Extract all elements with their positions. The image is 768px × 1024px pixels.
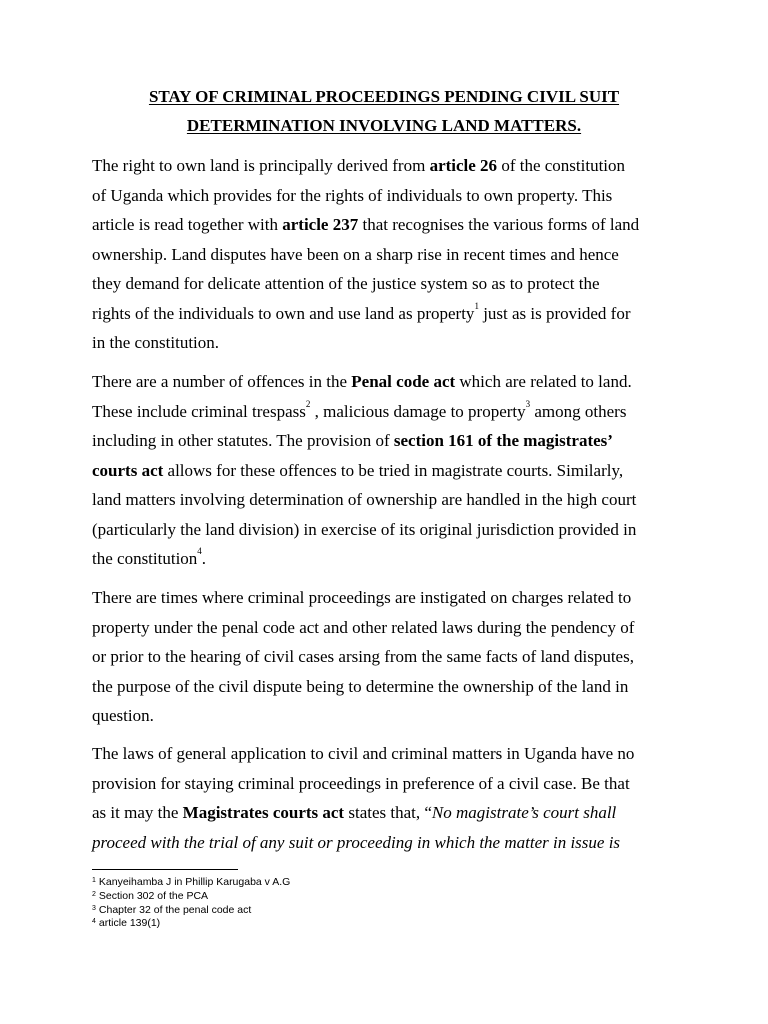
- footnote-number: 1: [92, 877, 96, 884]
- paragraph-line: including in other statutes. The provision of section 161 of the magistrates’: [92, 431, 613, 450]
- paragraph-line: land matters involving determination of ownership are handled in the high court: [92, 490, 637, 509]
- bold-reference: courts act: [92, 460, 164, 480]
- paragraph-2: [92, 367, 682, 574]
- paragraph-line: they demand for delicate attention of the justice system so as to protect the: [92, 274, 600, 293]
- paragraph-line: rights of the individuals to own and use land as property$^1$ just as is provided for: [92, 300, 631, 323]
- footnote-text: Kanyeihamba J in Phillip Karugaba v A.G: [98, 876, 291, 888]
- bold-reference: article 26: [429, 156, 498, 175]
- footnote-number: 4: [92, 918, 96, 926]
- footnote-marker[interactable]: 3: [525, 398, 531, 409]
- paragraph-line: provision for staying criminal proceedings in preference of a civil case. Be that: [92, 773, 630, 793]
- paragraph-line: ownership. Land disputes have been on a sharp rise in recent times and hence: [92, 244, 619, 264]
- footnote-text: Section 302 of the PCA: [98, 889, 209, 902]
- footnote-text: article 139(1): [98, 917, 161, 930]
- footnote-marker[interactable]: 1: [474, 300, 479, 311]
- paragraph-line: courts act allows for these offences to be tried in magistrate courts. Similarly,: [92, 460, 624, 480]
- paragraph-line: as it may the Magistrates courts act states that, “No magistrate’s court shall: [92, 803, 617, 822]
- quoted-statute-text: proceed with the trial of any suit or proceeding in which the matter in issue is: [92, 832, 621, 852]
- paragraph-line: These include criminal trespass$^2$ , malicious damage to property$^3$ among others: [92, 398, 627, 421]
- bold-reference: section 161 of the magistrates’: [393, 431, 613, 450]
- paragraph-line: property under the penal code act and other related laws during the pendency of: [92, 617, 635, 637]
- footnote-3: [92, 904, 290, 918]
- document-title-line-2: DETERMINATION INVOLVING LAND MATTERS.: [186, 116, 582, 135]
- paragraph-3: [92, 583, 682, 731]
- document-title-line-1: STAY OF CRIMINAL PROCEEDINGS PENDING CIVIL SUIT: [148, 87, 620, 106]
- paragraph-line: in the constitution.: [92, 333, 220, 352]
- footnote-separator: [92, 869, 238, 870]
- quoted-statute-text: No magistrate’s court shall: [431, 803, 617, 822]
- footnote-2: [92, 890, 290, 904]
- paragraph-line: The right to own land is principally derived from article 26 of the constitution: [92, 156, 626, 175]
- paragraph-line: question.: [92, 706, 154, 725]
- paragraph-line: [92, 828, 682, 858]
- footnote-text: Chapter 32 of the penal code act: [98, 903, 252, 916]
- bold-reference: Magistrates courts act: [182, 803, 345, 822]
- paragraph-line: the purpose of the civil dispute being to determine the ownership of the land in: [92, 676, 629, 696]
- paragraph-line: (particularly the land division) in exercise of its original jurisdiction provided in: [92, 519, 637, 539]
- paragraph-line: or prior to the hearing of civil cases arsing from the same facts of land disputes,: [92, 647, 634, 666]
- paragraph-line: There are a number of offences in the Penal code act which are related to land.: [92, 372, 632, 391]
- bold-reference: article 237: [282, 215, 359, 234]
- footnote-4: [92, 917, 290, 931]
- footnote-number: 3: [92, 904, 96, 912]
- footnote-marker[interactable]: 2: [305, 398, 311, 409]
- bold-reference: Penal code act: [351, 372, 456, 391]
- footnote-number: 2: [92, 890, 96, 898]
- paragraph-4: [92, 739, 682, 857]
- paragraph-line: The laws of general application to civil and criminal matters in Uganda have no: [92, 744, 635, 763]
- paragraph-line: There are times where criminal proceedings are instigated on charges related to: [92, 588, 632, 607]
- footnote-marker[interactable]: 4: [197, 546, 202, 556]
- paragraph-line: article is read together with article 237 that recognises the various forms of land: [92, 215, 640, 234]
- paragraph-1: [92, 151, 682, 358]
- footnote-1: [92, 876, 290, 890]
- paragraph-line: the constitution$^4$.: [92, 546, 207, 568]
- paragraph-line: of Uganda which provides for the rights of individuals to own property. This: [92, 185, 613, 205]
- footnotes: [92, 876, 290, 931]
